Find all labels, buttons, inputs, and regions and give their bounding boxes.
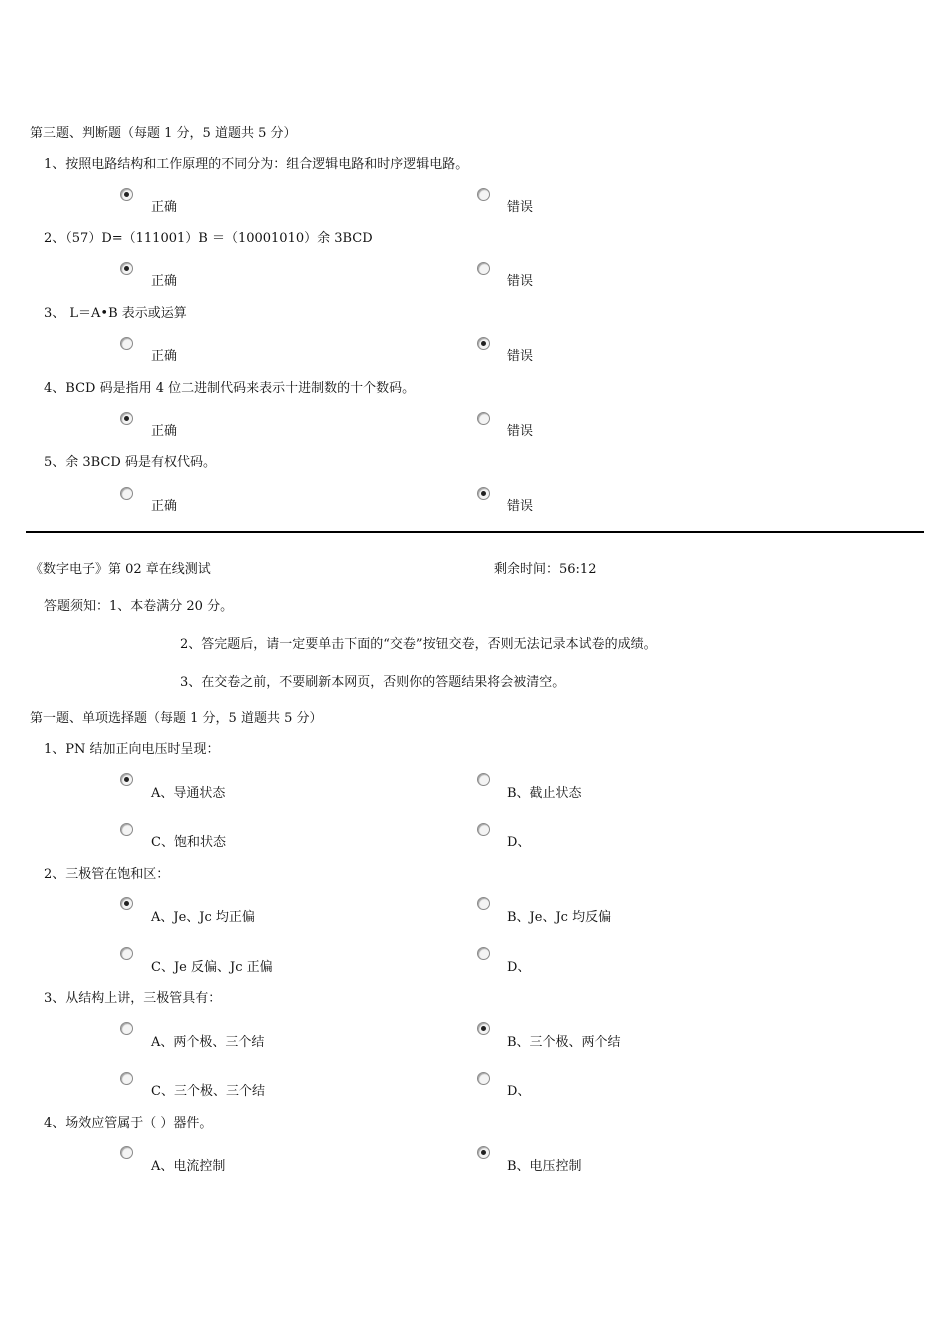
option-label: 正确 <box>151 200 178 215</box>
radio-option-b[interactable] <box>477 1022 490 1035</box>
radio-option-b[interactable] <box>477 897 490 910</box>
option-label: 正确 <box>151 349 178 364</box>
radio-correct[interactable] <box>120 337 133 350</box>
radio-option-a[interactable] <box>120 1022 133 1035</box>
notice-line: 2、答完题后，请一定要单击下面的“交卷”按钮交卷，否则无法记录本试卷的成绩。 <box>180 637 657 652</box>
option-label: 错误 <box>507 349 534 364</box>
option-label: B、Je、Jc 均反偏 <box>507 910 612 925</box>
option-label: A、导通状态 <box>151 786 226 801</box>
radio-option-d[interactable] <box>477 947 490 960</box>
question-text: 5、余 3BCD 码是有权代码。 <box>44 455 216 470</box>
radio-option-a[interactable] <box>120 897 133 910</box>
question-text: 1、按照电路结构和工作原理的不同分为：组合逻辑电路和时序逻辑电路。 <box>44 157 469 172</box>
question-text: 4、BCD 码是指用 4 位二进制代码来表示十进制数的十个数码。 <box>44 381 416 396</box>
notice-line: 答题须知：1、本卷满分 20 分。 <box>44 599 234 614</box>
question-text: 2、三极管在饱和区： <box>44 867 170 882</box>
option-label: 错误 <box>507 274 534 289</box>
page-divider <box>26 531 924 533</box>
option-label: 错误 <box>507 200 534 215</box>
option-label: 正确 <box>151 499 178 514</box>
section-header-judgment: 第三题、判断题（每题 1 分，5 道题共 5 分） <box>30 126 297 141</box>
question-text: 3、从结构上讲，三极管具有： <box>44 991 222 1006</box>
option-label: B、三个极、两个结 <box>507 1035 621 1050</box>
option-label: C、Je 反偏、Jc 正偏 <box>151 960 273 975</box>
radio-option-a[interactable] <box>120 1146 133 1159</box>
radio-correct[interactable] <box>120 487 133 500</box>
radio-option-c[interactable] <box>120 823 133 836</box>
option-label: 错误 <box>507 499 534 514</box>
question-text: 1、PN 结加正向电压时呈现： <box>44 742 220 757</box>
option-label: 正确 <box>151 424 178 439</box>
radio-correct[interactable] <box>120 262 133 275</box>
option-label: 错误 <box>507 424 534 439</box>
option-label: B、截止状态 <box>507 786 582 801</box>
notice-line: 3、在交卷之前，不要刷新本网页，否则你的答题结果将会被清空。 <box>180 675 566 690</box>
option-label: C、饱和状态 <box>151 835 226 850</box>
radio-wrong[interactable] <box>477 487 490 500</box>
option-label: C、三个极、三个结 <box>151 1084 265 1099</box>
question-text: 3、 L＝A•B 表示或运算 <box>44 306 187 321</box>
test-title: 《数字电子》第 02 章在线测试 <box>30 562 211 577</box>
radio-option-b[interactable] <box>477 773 490 786</box>
option-label: A、Je、Jc 均正偏 <box>151 910 255 925</box>
section-header-single-choice: 第一题、单项选择题（每题 1 分，5 道题共 5 分） <box>30 711 323 726</box>
radio-wrong[interactable] <box>477 188 490 201</box>
question-text: 4、场效应管属于（ ）器件。 <box>44 1116 213 1131</box>
radio-option-b[interactable] <box>477 1146 490 1159</box>
radio-option-d[interactable] <box>477 823 490 836</box>
radio-correct[interactable] <box>120 412 133 425</box>
option-label: B、电压控制 <box>507 1159 582 1174</box>
option-label: A、两个极、三个结 <box>151 1035 265 1050</box>
option-label: 正确 <box>151 274 178 289</box>
radio-option-c[interactable] <box>120 947 133 960</box>
radio-wrong[interactable] <box>477 262 490 275</box>
radio-option-d[interactable] <box>477 1072 490 1085</box>
timer: 剩余时间：56:12 <box>494 562 597 577</box>
question-text: 2、（57）D=（111001）B ＝（10001010）余 3BCD <box>44 231 373 246</box>
radio-wrong[interactable] <box>477 412 490 425</box>
option-label: D、 <box>507 1084 531 1099</box>
radio-option-a[interactable] <box>120 773 133 786</box>
radio-option-c[interactable] <box>120 1072 133 1085</box>
radio-correct[interactable] <box>120 188 133 201</box>
option-label: A、电流控制 <box>151 1159 226 1174</box>
option-label: D、 <box>507 960 531 975</box>
option-label: D、 <box>507 835 531 850</box>
radio-wrong[interactable] <box>477 337 490 350</box>
